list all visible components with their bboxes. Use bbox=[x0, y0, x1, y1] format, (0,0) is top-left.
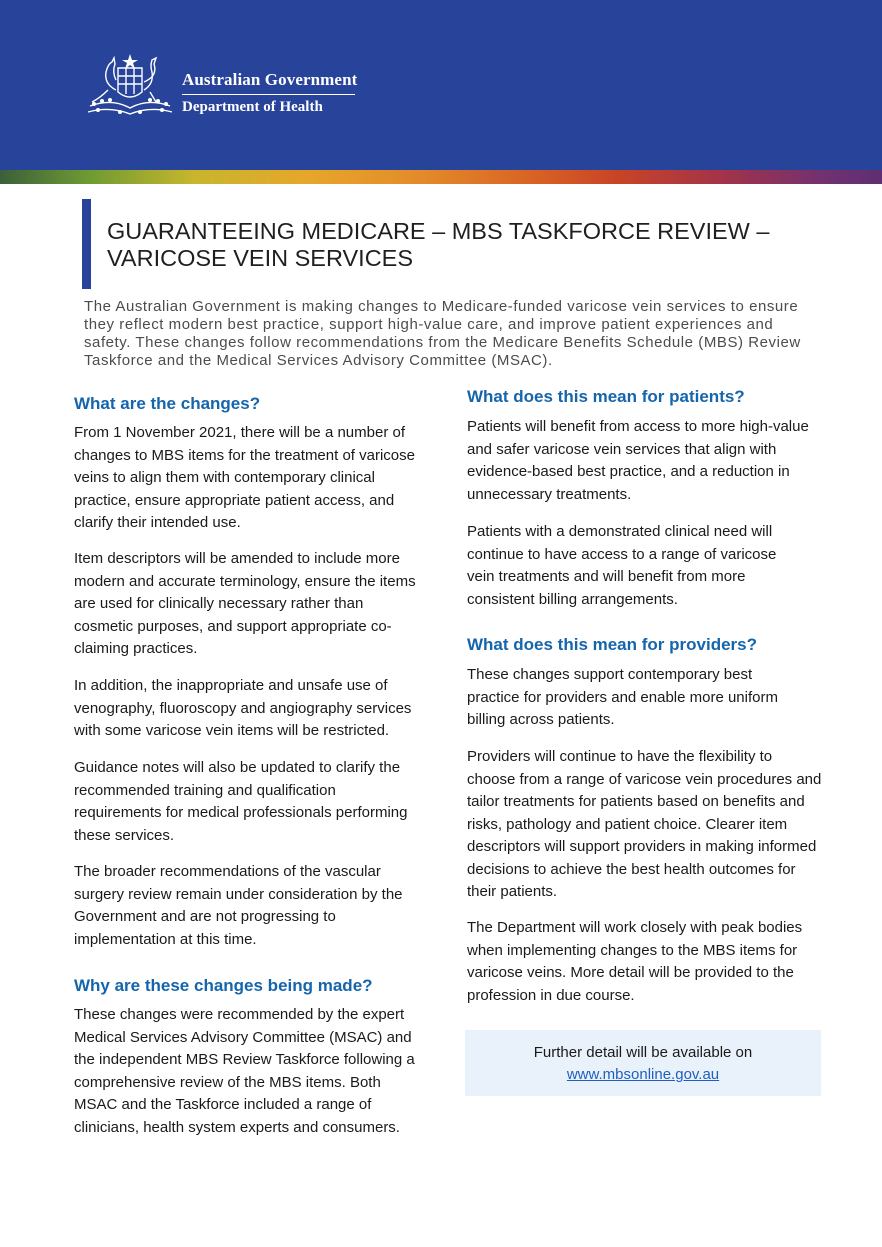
government-name: Australian Government bbox=[182, 70, 358, 89]
further-detail-text: Further detail will be available on bbox=[533, 1044, 753, 1061]
mbsonline-link[interactable]: www.mbsonline.gov.au bbox=[566, 1066, 720, 1083]
heading-providers: What does this mean for providers? bbox=[467, 635, 757, 654]
further-detail-box bbox=[465, 1030, 821, 1096]
header-banner bbox=[0, 0, 882, 170]
providers-paragraph-1: These changes support contemporary best practice for providers and enable more uniform billing across patients. bbox=[467, 666, 778, 728]
title-accent-bar bbox=[82, 199, 91, 289]
colour-stripe bbox=[0, 170, 882, 184]
page-title bbox=[107, 218, 827, 272]
coat-of-arms-icon bbox=[82, 50, 178, 122]
heading-why-changes: Why are these changes being made? bbox=[74, 976, 373, 995]
patients-paragraph-2: Patients with a demonstrated clinical need will continue to have access to a range of varicose vein treatments and will benefit from more consistent billing arrangements. bbox=[467, 523, 777, 608]
page-title-line-2: VARICOSE VEIN SERVICES bbox=[107, 245, 414, 271]
page-title-line-1: GUARANTEEING MEDICARE – MBS TASKFORCE REVIEW – bbox=[107, 218, 770, 244]
header-divider bbox=[182, 94, 355, 95]
providers-paragraph-3: The Department will work closely with peak bodies when implementing changes to the MBS items for varicose veins. More detail will be provided to the profession in due course. bbox=[467, 919, 803, 1004]
changes-paragraph-4: Guidance notes will also be updated to clarify the recommended training and qualification requirements for medical professionals performing these services. bbox=[74, 759, 408, 844]
intro-paragraph: The Australian Government is making changes to Medicare-funded varicose vein services to ensure they reflect modern best practice, support high-value care, and improve patient experiences and safety. These changes follow recommendations from the Medicare Benefits Schedule (MBS) Review Taskforce and the Medical Services Advisory Committee (MSAC). bbox=[84, 298, 801, 369]
changes-paragraph-5: The broader recommendations of the vascular surgery review remain under consideration by the Government and are not progressing to implementation at this time. bbox=[74, 863, 403, 948]
patients-paragraph-1: Patients will benefit from access to more high-value and safer varicose vein services that align with evidence-based best practice, and a reduction in unnecessary treatments. bbox=[467, 418, 809, 503]
changes-paragraph-1: From 1 November 2021, there will be a number of changes to MBS items for the treatment of varicose veins to align them with contemporary clinical practice, ensure appropriate patient access, and clarify their intended use. bbox=[74, 424, 415, 531]
providers-paragraph-2: Providers will continue to have the flexibility to choose from a range of varicose vein procedures and tailor treatments for patients based on benefits and risks, pathology and patient choice. Clearer item descriptors will support providers in making informed decisions to achieve the best health outcomes for their patients. bbox=[467, 748, 822, 900]
department-name: Department of Health bbox=[182, 99, 323, 115]
heading-what-are-the-changes: What are the changes? bbox=[74, 394, 261, 413]
changes-paragraph-3: In addition, the inappropriate and unsafe use of venography, fluoroscopy and angiography services with some varicose vein items will be restricted. bbox=[74, 677, 412, 739]
heading-patients: What does this mean for patients? bbox=[467, 387, 745, 406]
why-paragraph: These changes were recommended by the expert Medical Services Advisory Committee (MSAC) and the independent MBS Review Taskforce following a comprehensive review of the MBS items. Both MSAC and the Taskforce included a range of clinicians, health system experts and consumers. bbox=[74, 1006, 415, 1136]
changes-paragraph-2: Item descriptors will be amended to include more modern and accurate terminology, ensure the items are used for clinically necessary rather than cosmetic purposes, and support appropriate co-claiming practices. bbox=[74, 550, 416, 657]
